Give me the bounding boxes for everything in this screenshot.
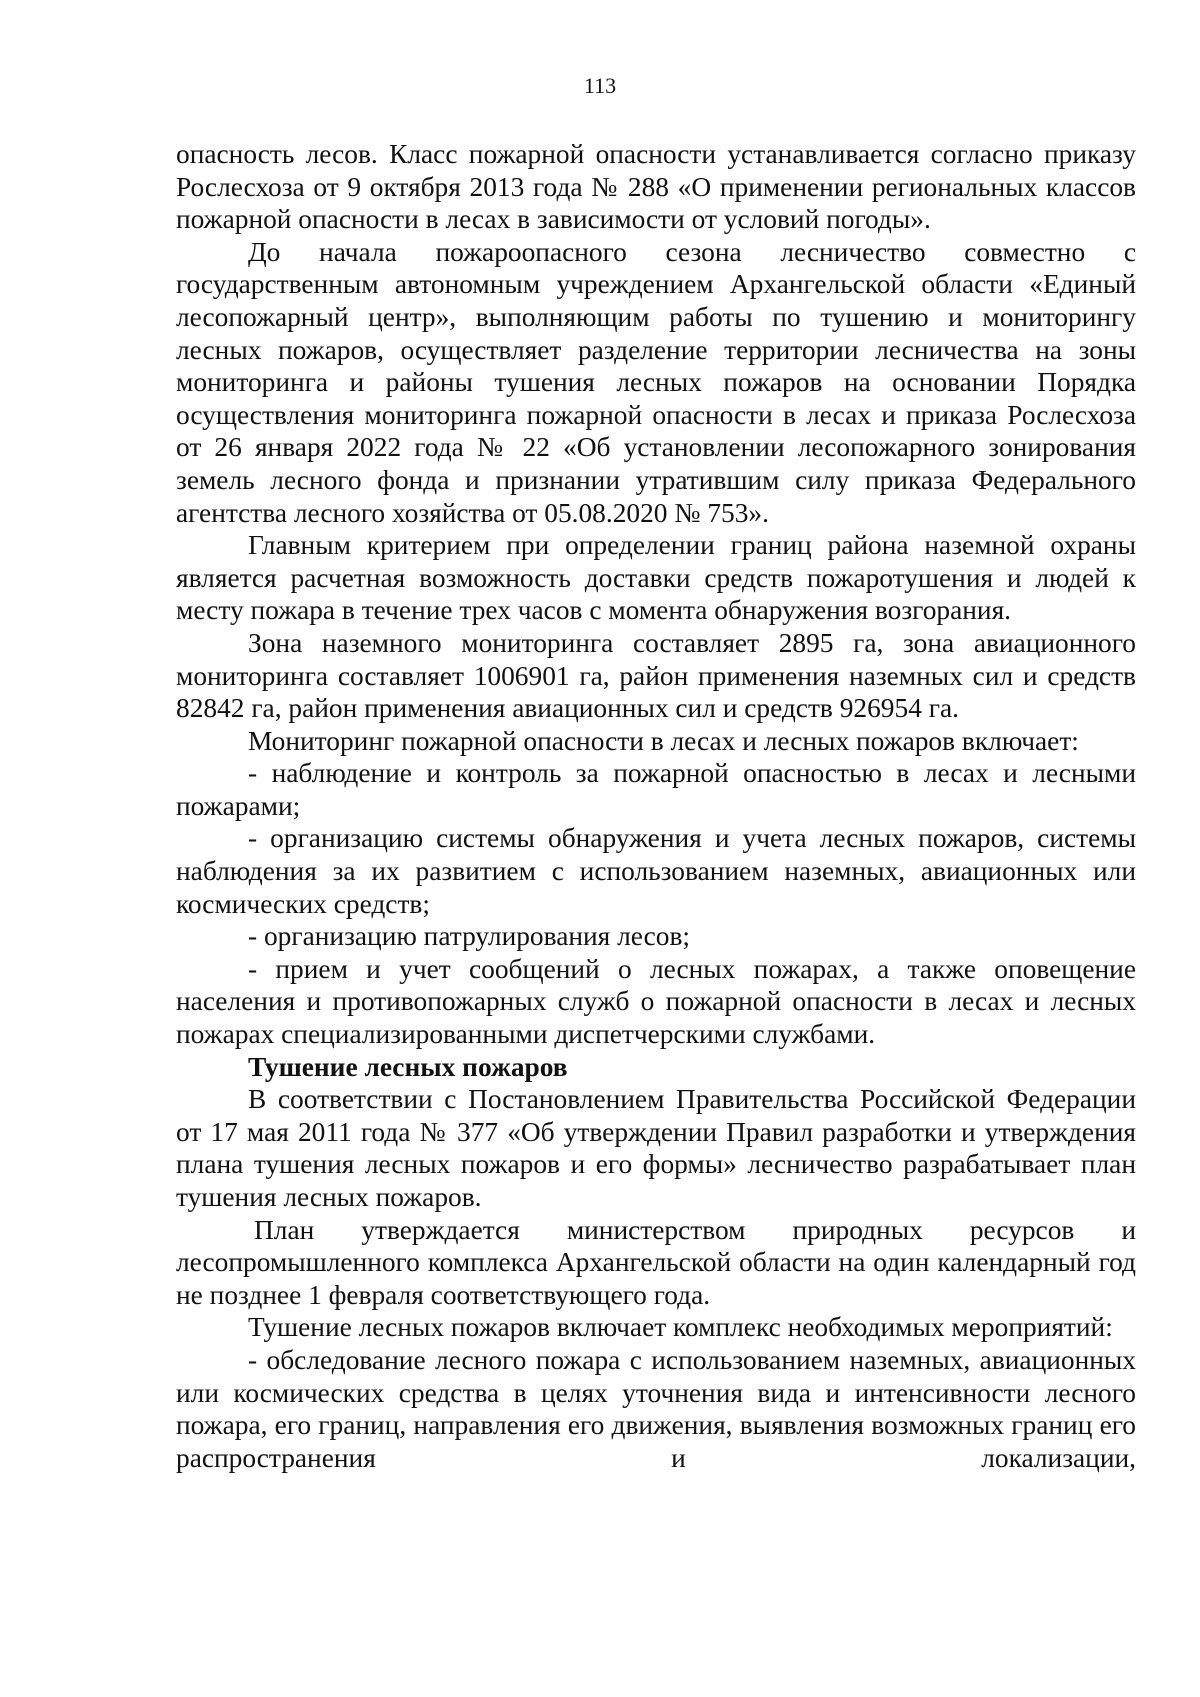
- paragraph-monitoring-zones: Зона наземного мониторинга составляет 2895 га, зона авиационного мониторинга составляет 1006901 га, район применения наземных сил и средств 82842 га, район применения авиационных сил и средств 926954 га.: [176, 627, 1136, 724]
- list-item-patrolling: - организацию патрулирования лесов;: [248, 921, 691, 952]
- list-item-detection-system: - организацию системы обнаружения и учета лесных пожаров, системы наблюдения за их развитием с использованием наземных, авиационных или космических средств;: [176, 823, 1136, 919]
- paragraph-main-criterion: Главным критерием при определении границ района наземной охраны является расчетная возможность доставки средств пожаротушения и людей к месту пожара в течение трех часов с момента обнаружения возгорания.: [176, 530, 1136, 626]
- section-heading-fire-suppression: Тушение лесных пожаров: [248, 1051, 568, 1082]
- paragraph-zoning: До начала пожароопасного сезона лесничество совместно с государственным автономным учреждением Архангельской области «Единый лесопожарный центр», выполняющим работы по тушению и мониторингу лесных пожаров, осуществляет разделение территории лесничества на зоны мониторинга и районы тушения лесных пожаров на основании Порядка осуществления мониторинга пожарной опасности в лесах и приказа Рослесхоза от 26 января 2022 года № 22 «Об установлении лесопожарного зонирования земель лесного фонда и признании утратившим силу приказа Федерального агентства лесного хозяйства от 05.08.2020 № 753».: [176, 236, 1136, 528]
- document-body: [176, 138, 1136, 1474]
- page-number: 113: [583, 73, 617, 98]
- paragraph-government-decree: В соответствии с Постановлением Правительства Российской Федерации от 17 мая 2011 года № 377 «Об утверждении Правил разработки и утверждения плана тушения лесных пожаров и его формы» лесничество разрабатывает план тушения лесных пожаров.: [176, 1084, 1136, 1212]
- paragraph-plan-approval: План утверждается министерством природных ресурсов и лесопромышленного комплекса Архангельской области на один календарный год не позднее 1 февраля соответствующего года.: [176, 1214, 1136, 1310]
- paragraph-fire-danger-class: опасность лесов. Класс пожарной опасности устанавливается согласно приказу Рослесхоза от 9 октября 2013 года № 288 «О применении региональных классов пожарной опасности в лесах в зависимости от условий погоды».: [176, 139, 1136, 235]
- list-item-fire-survey: - обследование лесного пожара с использованием наземных, авиационных или космических средства в целях уточнения вида и интенсивности лесного пожара, его границ, направления его движения, выявления возможных границ его распространения и локализации,: [176, 1344, 1136, 1473]
- list-item-observation: - наблюдение и контроль за пожарной опасностью в лесах и лесными пожарами;: [176, 758, 1136, 821]
- list-item-reports: - прием и учет сообщений о лесных пожарах, а также оповещение населения и противопожарных служб о пожарной опасности в лесах и лесных пожарах специализированными диспетчерскими службами.: [176, 953, 1136, 1050]
- paragraph-suppression-includes: Тушение лесных пожаров включает комплекс необходимых мероприятий:: [248, 1312, 1113, 1343]
- paragraph-monitoring-includes: Мониторинг пожарной опасности в лесах и лесных пожаров включает:: [248, 725, 1079, 756]
